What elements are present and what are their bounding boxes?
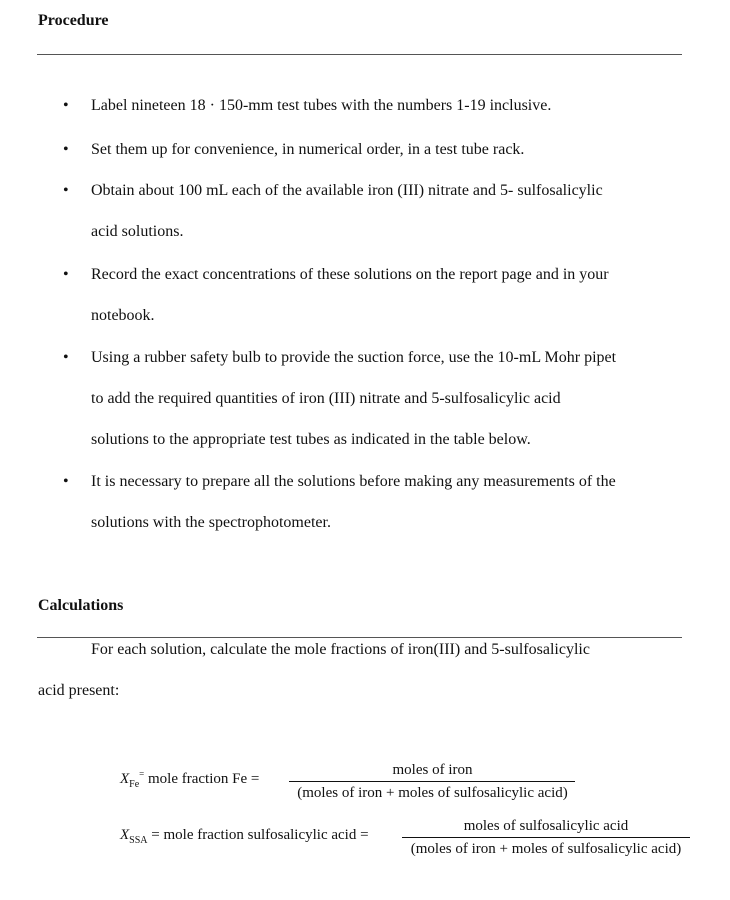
formula-ssa-subscript: SSA [129, 835, 148, 846]
bullet-icon: • [63, 473, 69, 490]
formula-fe-numerator: moles of iron [392, 762, 473, 778]
list-item-text: Set them up for convenience, in numerical order, in a test tube rack. [91, 141, 525, 158]
formula-ssa-fraction-bar [402, 837, 690, 838]
list-item-text: solutions with the spectrophotometer. [91, 514, 331, 531]
formula-fe-lhs [120, 771, 259, 788]
formula-fe-variable: X [120, 771, 130, 787]
formula-fe-superscript: = [139, 769, 145, 779]
list-item-text: solutions to the appropriate test tubes as indicated in the table below. [91, 431, 531, 448]
formula-ssa-label: = mole fraction sulfosalicylic acid = [147, 827, 369, 843]
bullet-icon: • [63, 349, 69, 366]
formula-fe-subscript: Fe [129, 779, 140, 790]
list-item-text: acid solutions. [91, 223, 184, 240]
list-item-text: notebook. [91, 307, 155, 324]
procedure-divider [37, 54, 682, 55]
list-item-text: to add the required quantities of iron (III) nitrate and 5-sulfosalicylic acid [91, 390, 561, 407]
formula-fe-fraction-bar [289, 781, 575, 782]
formula-ssa-numerator: moles of sulfosalicylic acid [463, 818, 629, 834]
formula-fe-denominator: (moles of iron + moles of sulfosalicylic acid) [297, 785, 568, 801]
list-item-text: Using a rubber safety bulb to provide the suction force, use the 10-mL Mohr pipet [91, 349, 617, 366]
calculations-divider [37, 637, 682, 638]
bullet-icon: • [63, 182, 69, 199]
calculations-paragraph-line1: For each solution, calculate the mole fractions of iron(III) and 5-sulfosalicylic [91, 641, 590, 658]
bullet-icon: • [63, 97, 69, 114]
list-item-text: It is necessary to prepare all the solutions before making any measurements of the [91, 473, 616, 490]
bullet-icon: • [63, 266, 69, 283]
formula-ssa-denominator: (moles of iron + moles of sulfosalicylic acid) [410, 841, 682, 857]
bullet-icon: • [63, 141, 69, 158]
formula-fe-label: mole fraction Fe = [144, 771, 260, 787]
list-item-text: Record the exact concentrations of these solutions on the report page and in your [91, 266, 609, 283]
procedure-heading: Procedure [38, 12, 109, 29]
formula-ssa-lhs [120, 827, 369, 844]
list-item-text: Obtain about 100 mL each of the available iron (III) nitrate and 5- sulfosalicylic [91, 182, 603, 199]
formula-ssa-variable: X [120, 827, 130, 843]
calculations-paragraph-line2: acid present: [38, 682, 120, 699]
calculations-heading: Calculations [38, 597, 124, 614]
list-item-text: Label nineteen 18 · 150-mm test tubes with the numbers 1-19 inclusive. [91, 97, 552, 114]
